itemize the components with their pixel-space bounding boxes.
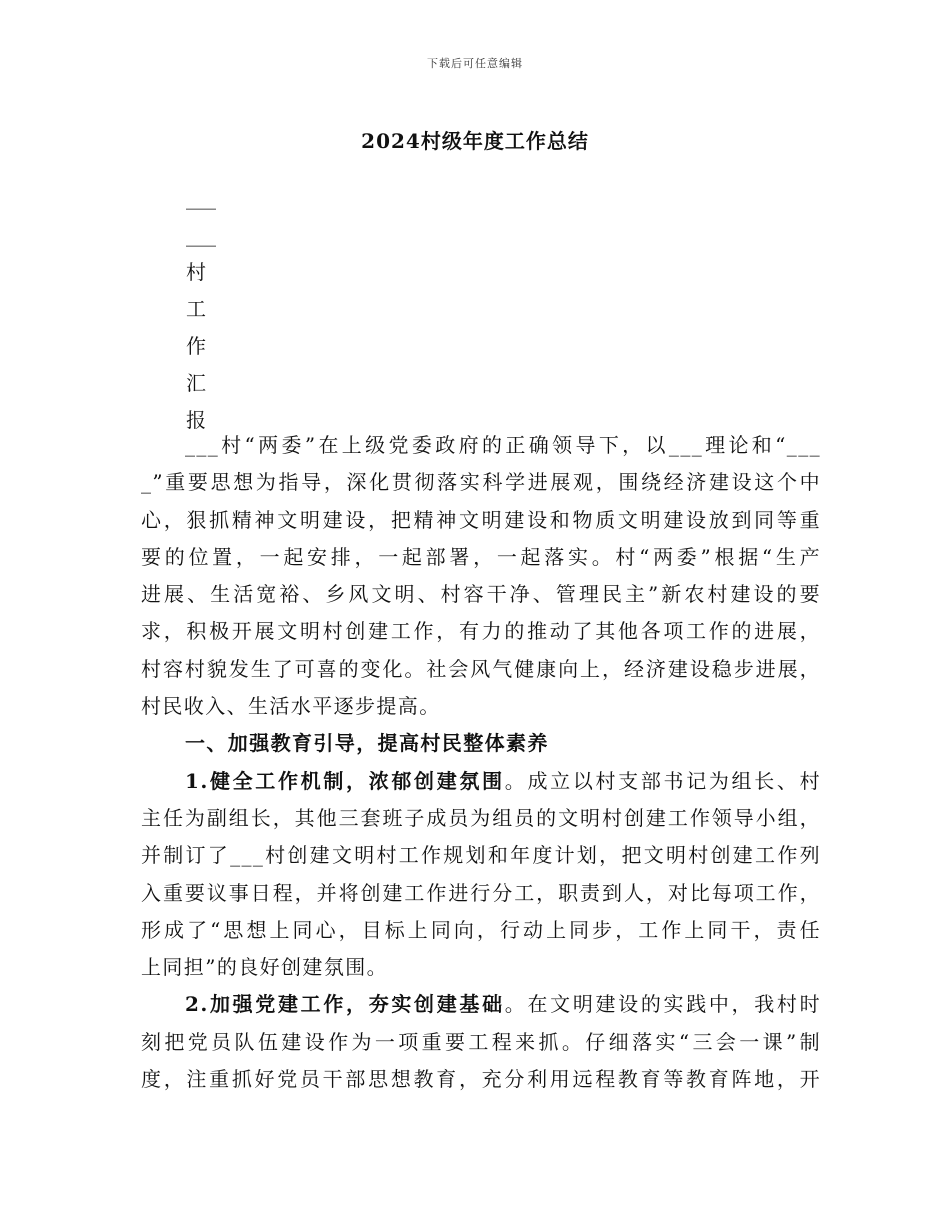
document-body — [141, 427, 821, 1098]
section-heading: 一、加强教育引导，提高村民整体素养 — [185, 731, 549, 756]
intro-line: 村民收入、生活水平逐步提高。 — [141, 694, 441, 719]
vertical-char: 村 — [186, 260, 206, 284]
item1-heading: 1.健全工作机制，浓郁创建氛围 — [185, 768, 505, 793]
intro-line: _”重要思想为指导，深化贯彻落实科学进展观，围绕经济建设这个中 — [141, 470, 821, 495]
item2-heading: 2.加强党建工作，夯实创建基础 — [185, 992, 505, 1017]
item1-line: 主任为副组长，其他三套班子成员为组员的文明村创建工作领导小组， — [141, 805, 821, 830]
vertical-char: 报 — [186, 408, 206, 432]
item1-line: 并制订了___村创建文明村工作规划和年度计划，把文明村创建工作列 — [141, 843, 821, 868]
intro-line: 心，狠抓精神文明建设，把精神文明建设和物质文明建设放到同等重 — [141, 507, 821, 532]
item2-line: 刻把党员队伍建设作为一项重要工程来抓。仔细落实“三会一课”制 — [141, 1029, 821, 1054]
item2-first-line — [141, 986, 821, 1023]
intro-line: ___村“两委”在上级党委政府的正确领导下，以___理论和“___ — [185, 433, 821, 457]
vertical-char: ___ — [186, 223, 216, 247]
vertical-char: ___ — [186, 186, 216, 210]
item1-line: 上同担”的良好创建氛围。 — [141, 955, 389, 980]
item1-first-text: 。成立以村支部书记为组长、村 — [504, 768, 821, 793]
intro-line: 进展、生活宽裕、乡风文明、村容干净、管理民主”新农村建设的要 — [141, 582, 821, 607]
item2-first-text: 。在文明建设的实践中，我村时 — [504, 992, 821, 1017]
intro-line: 村容村貌发生了可喜的变化。社会风气健康向上，经济建设稳步进展， — [141, 656, 821, 681]
intro-line: 要的位置，一起安排，一起部署，一起落实。村“两委”根据“生产 — [141, 544, 821, 569]
vertical-char: 汇 — [186, 371, 206, 395]
item1-line: 形成了“思想上同心，目标上同向，行动上同步，工作上同干，责任 — [141, 917, 821, 942]
vertical-char: 工 — [186, 297, 206, 321]
item1-first-line — [141, 763, 821, 800]
item2-line: 度，注重抓好党员干部思想教育，充分利用远程教育等教育阵地，开 — [141, 1067, 821, 1092]
document-title: 2024村级年度工作总结 — [361, 129, 589, 153]
header-note: 下载后可任意编辑 — [427, 57, 523, 70]
vertical-char: 作 — [186, 334, 206, 358]
item1-line: 入重要议事日程，并将创建工作进行分工，职责到人，对比每项工作， — [141, 880, 821, 905]
vertical-subtitle — [186, 180, 226, 439]
intro-line: 求，积极开展文明村创建工作，有力的推动了其他各项工作的进展， — [141, 619, 821, 644]
